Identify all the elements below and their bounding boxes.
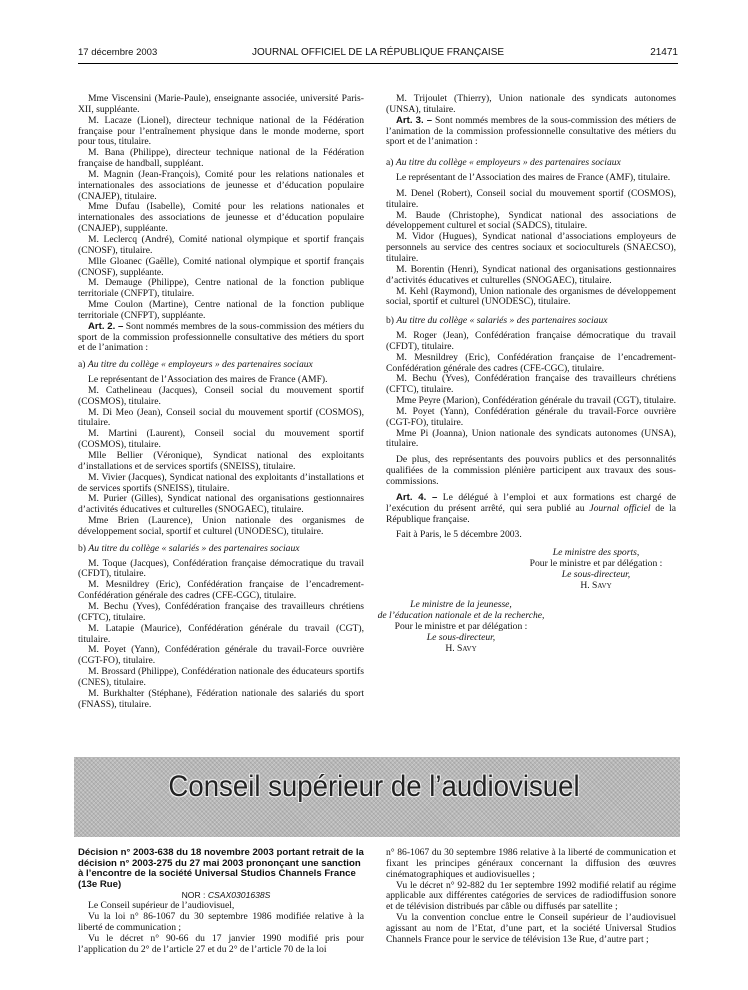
list-item: M. Di Meo (Jean), Conseil social du mouvement sportif (COSMOS), titulaire. [78, 406, 364, 429]
list-item: M. Leclercq (André), Comité national olympique et sportif français (CNOSF), titulaire. [78, 233, 364, 256]
list-item: M. Vivier (Jacques), Syndicat national des exploitants d’installations et de services sportifs (SNEISS), titulaire. [78, 471, 364, 494]
list-item: Mme Viscensini (Marie-Paule), enseignante associée, université Paris-XII, suppléante. [78, 93, 364, 115]
article-label: Art. 2. – [88, 320, 124, 332]
list-item: Mme Dufau (Isabelle), Comité pour les relations nationales et internationales des associations de jeunesse et d’éducation populaire (CNAJEP), suppléante. [78, 201, 364, 235]
list-item: Mme Pi (Joanna), Union nationale des syndicats autonomes (UNSA), titulaire. [386, 427, 676, 450]
header-rule [78, 63, 678, 64]
list-item: M. Mesnildrey (Eric), Confédération française de l’encadrement-Confédération générale des cadres (CFE-CGC), titulaire. [78, 579, 364, 602]
signatory-name: H. Savy [580, 580, 612, 592]
list-item: M. Bechu (Yves), Confédération française des travailleurs chrétiens (CFTC), titulaire. [386, 373, 676, 396]
article-3: Art. 3. – Sont nommés membres de la sous-commission des métiers de l’animation de la commission professionnelle consultative des métiers du sport et de l’animation : [386, 114, 676, 148]
list-item: Mme Brien (Laurence), Union nationale des organismes de développement social, sportif et culturel (UNODESC), titulaire. [78, 515, 364, 537]
section-heading: a) Au titre du collège « employeurs » des partenaires sociaux [386, 157, 621, 169]
header-title: JOURNAL OFFICIEL DE LA RÉPUBLIQUE FRANÇAISE [251, 47, 505, 58]
decision-right-column [386, 848, 676, 946]
list-item: Mme Peyre (Marion), Confédération générale du travail (CGT), titulaire. [396, 395, 676, 407]
list-item: Mlle Bellier (Véronique), Syndicat national des exploitants d’installations et de services sportifs (SNEISS), titulaire. [78, 450, 364, 472]
list-item: M. Cathelineau (Jacques), Conseil social du mouvement sportif (COSMOS), titulaire. [78, 384, 364, 407]
list-item: M. Demauge (Philippe), Centre national de la fonction publique territoriale (CNFPT), titulaire. [78, 277, 364, 300]
list-item: M. Burkhalter (Stéphane), Fédération nationale des salariés du sport (FNASS), titulaire. [78, 687, 364, 710]
article-label: Art. 3. – [396, 114, 433, 126]
list-item: M. Baude (Christophe), Syndicat national des associations de développement culturel et social (SADCS), titulaire. [386, 209, 676, 232]
signature-block-1: Le ministre des sports, Pour le ministre et par délégation : Le sous-directeur, H. Savy [516, 547, 676, 591]
signatory-name: H. Savy [445, 643, 477, 655]
list-item: M. Purier (Gilles), Syndicat national des organisations gestionnaires d’activités éducatives et culturelles (SNOGAEC), titulaire. [78, 493, 364, 516]
section-banner-title: Conseil supérieur de l’audiovisuel [168, 770, 580, 803]
paragraph: Vu la loi n° 86-1067 du 30 septembre 1986 modifiée relative à la liberté de communication ; [78, 911, 364, 933]
decision-title: Décision n° 2003-638 du 18 novembre 2003 portant retrait de la décision n° 2003-275 du 27 mai 2003 prononçant une sanction à l’encontre de la société Universal Studios Channels France (13e Rue) [78, 847, 364, 890]
paragraph: Vu le décret n° 90-66 du 17 janvier 1990 modifié pris pour l’application du 2° de l’article 27 et du 2° de l’article 70 de la loi [78, 932, 364, 955]
page-header [78, 47, 678, 61]
list-item: M. Poyet (Yann), Confédération générale du travail-Force ouvrière (CGT-FO), titulaire. [386, 405, 676, 428]
list-item: Le représentant de l’Association des maires de France (AMF). [88, 374, 328, 386]
list-item: M. Magnin (Jean-François), Comité pour les relations nationales et internationales des associations de jeunesse et d’éducation populaire (CNAJEP), titulaire. [78, 168, 364, 202]
header-date: 17 décembre 2003 [78, 47, 158, 58]
paragraph: De plus, des représentants des pouvoirs publics et des personnalités qualifiées de la commission plénière participent aux travaux des sous-commissions. [386, 454, 676, 487]
signature-date: Fait à Paris, le 5 décembre 2003. [396, 529, 522, 541]
right-column [377, 93, 676, 655]
list-item: M. Kehl (Raymond), Union nationale des organismes de développement social, sportif et culturel (UNODESC), titulaire. [386, 285, 676, 308]
list-item: M. Bechu (Yves), Confédération française des travailleurs chrétiens (CFTC), titulaire. [78, 600, 364, 623]
signature-block-2: Le ministre de la jeunesse, de l’éducation nationale et de la recherche, Pour le ministre et par délégation : Le sous-directeur, H. Savy [377, 599, 545, 655]
section-heading: a) Au titre du collège « employeurs » des partenaires sociaux [78, 359, 313, 371]
article-label: Art. 4. – [396, 491, 438, 503]
list-item: M. Toque (Jacques), Confédération française démocratique du travail (CFDT), titulaire. [78, 557, 364, 580]
list-item: M. Martini (Laurent), Conseil social du mouvement sportif (COSMOS), titulaire. [78, 428, 364, 451]
paragraph: Le Conseil supérieur de l’audiovisuel, [88, 900, 235, 912]
list-item: M. Brossard (Philippe), Confédération nationale des éducateurs sportifs (CNES), titulaire. [78, 666, 364, 688]
list-item: M. Borentin (Henri), Syndicat national des organisations gestionnaires d’activités éducatives et culturelles (SNOGAEC), titulaire. [386, 263, 676, 286]
article-2: Art. 2. – Sont nommés membres de la sous-commission des métiers du sport de la commission professionnelle consultative des métiers du sport et de l’animation : [78, 320, 364, 354]
list-item: M. Poyet (Yann), Confédération générale du travail-Force ouvrière (CGT-FO), titulaire. [78, 644, 364, 667]
list-item: M. Lacaze (Lionel), directeur technique national de la Fédération française pour l’entraînement physique dans le monde moderne, sport pour tous, titulaire. [78, 114, 364, 148]
list-item: Mme Coulon (Martine), Centre national de la fonction publique territoriale (CNFPT), suppléante. [78, 299, 364, 321]
list-item: M. Denel (Robert), Conseil social du mouvement sportif (COSMOS), titulaire. [386, 187, 676, 210]
decision-left-column [78, 848, 364, 955]
list-item: Le représentant de l’Association des maires de France (AMF), titulaire. [396, 172, 671, 184]
paragraph: Vu la convention conclue entre le Conseil supérieur de l’audiovisuel agissant au nom de l’Etat, d’une part, et la société Universal Studios Channels France pour le service de télévision 13e Rue, d’autre part ; [386, 912, 676, 945]
paragraph: Vu le décret n° 92-882 du 1er septembre 1992 modifié relatif au régime applicable aux différentes catégories de services de radiodiffusion sonore et de télévision distribués par câble ou diffusés par satellite ; [386, 879, 676, 913]
section-heading: b) Au titre du collège « salariés » des partenaires sociaux [78, 542, 300, 554]
list-item: M. Mesnildrey (Eric), Confédération française de l’encadrement-Confédération générale des cadres (CFE-CGC), titulaire. [386, 351, 676, 374]
left-column [78, 94, 364, 710]
header-page-number: 21471 [650, 47, 678, 58]
list-item: M. Vidor (Hugues), Syndicat national d’associations employeurs de personnels au service des centres sociaux et socioculturels (SNAECSO), titulaire. [386, 231, 676, 264]
list-item: Mlle Gloanec (Gaëlle), Comité national olympique et sportif français (CNOSF), suppléante. [78, 255, 364, 278]
list-item: M. Trijoulet (Thierry), Union nationale des syndicats autonomes (UNSA), titulaire. [386, 93, 676, 115]
list-item: M. Latapie (Maurice), Confédération générale du travail (CGT), titulaire. [78, 622, 364, 645]
list-item: M. Roger (Jean), Confédération française démocratique du travail (CFDT), titulaire. [386, 330, 676, 352]
article-4: Art. 4. – Le délégué à l’emploi et aux formations est chargé de l’exécution du présent arrêté, qui sera publié au Journal officiel de la République française. [386, 491, 676, 525]
nor-reference: NOR : CSAX0301638S [181, 890, 271, 901]
paragraph: n° 86-1067 du 30 septembre 1986 relative à la liberté de communication et fixant les principes généraux concernant la diffusion des œuvres cinématographiques et audiovisuelles ; [386, 847, 676, 880]
section-heading: b) Au titre du collège « salariés » des partenaires sociaux [386, 315, 608, 327]
list-item: M. Bana (Philippe), directeur technique national de la Fédération française de handball, suppléant. [78, 147, 364, 170]
